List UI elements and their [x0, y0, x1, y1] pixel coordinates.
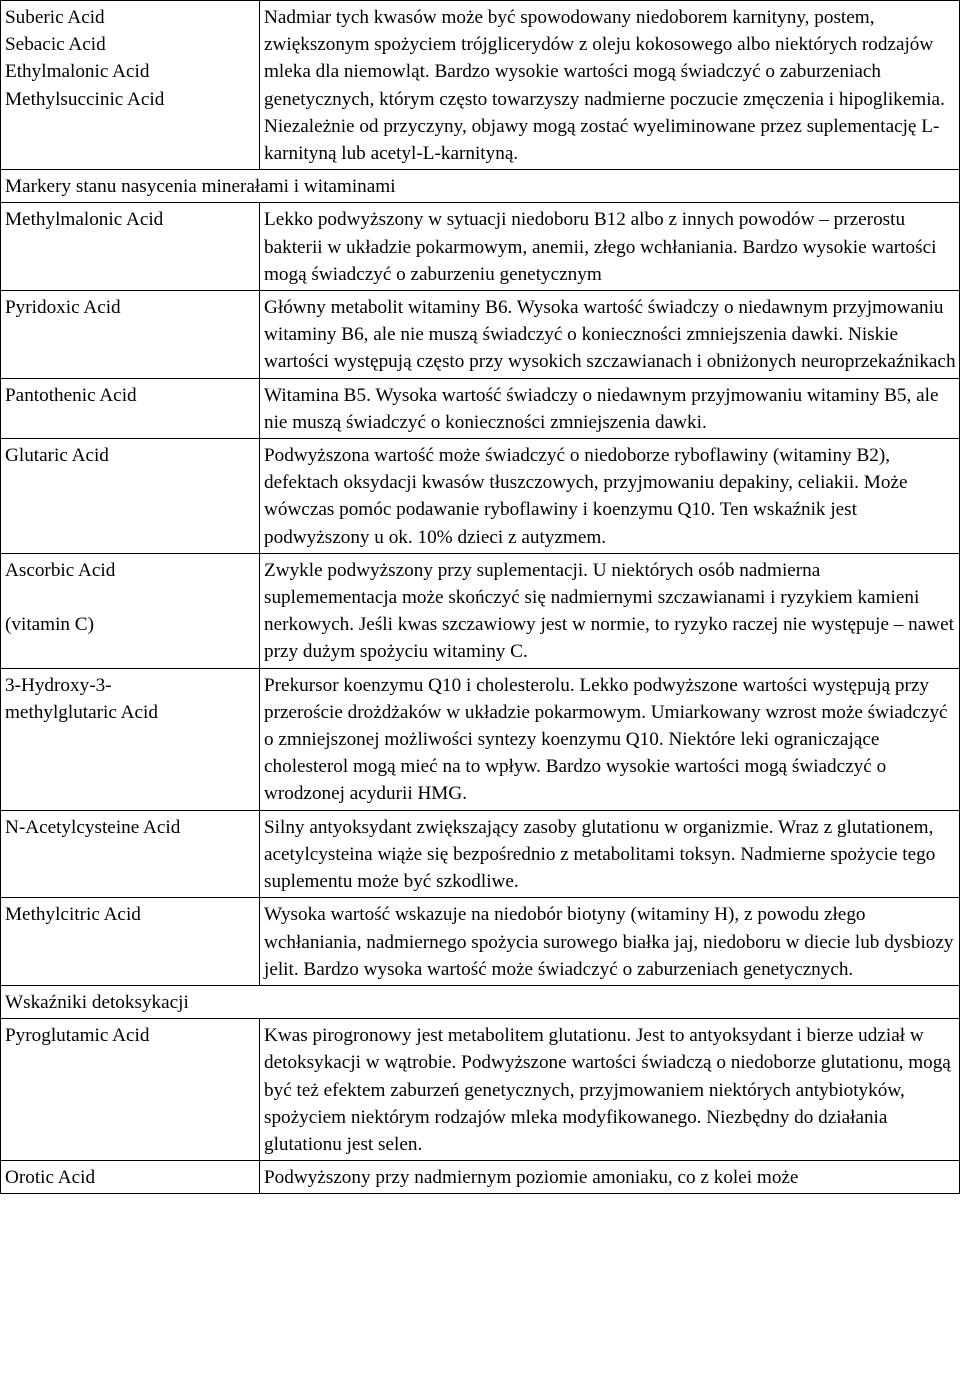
marker-description-hmg: Prekursor koenzymu Q10 i cholesterolu. Lekko podwyższone wartości występują przy przeroście drożdżaków w układzie pokarmowym. Umiarkowany wzrost może świadczyć o zmniejszonej możliwości syntezy koenzymu Q10. Niektóre leki ograniczające cholesterol mogą mieć na to wpływ. Bardzo wysokie wartości mogą świadczyć o wrodzonej acydurii HMG. — [260, 668, 960, 810]
table-row-pyroglutamic — [1, 1019, 960, 1161]
marker-name-methylcitric: Methylcitric Acid — [1, 898, 260, 986]
marker-name-methylsuccinic: Methylsuccinic Acid — [5, 88, 165, 110]
section-heading-detox: Wskaźniki detoksykacji — [1, 985, 960, 1018]
marker-name-orotic: Orotic Acid — [1, 1161, 260, 1194]
marker-description-orotic: Podwyższony przy nadmiernym poziomie amoniaku, co z kolei może — [260, 1161, 960, 1194]
marker-name-suberic: Suberic Acid — [5, 7, 105, 28]
marker-name-pyridoxic: Pyridoxic Acid — [1, 291, 260, 379]
section-header-row — [1, 170, 960, 203]
marker-description-pyroglutamic: Kwas pirogronowy jest metabolitem glutationu. Jest to antyoksydant i bierze udział w detoksykacji w wątrobie. Podwyższone wartości świadczą o niedoborze glutationu, mogą być też efektem zaburzeń genetycznych, przyjmowaniem niektórych antybiotyków, spożyciem niektórym rodzajów mleka modyfikowanego. Niezbędny do działania glutationu jest selen. — [260, 1019, 960, 1161]
table-row-glutaric — [1, 439, 960, 554]
marker-name-pyroglutamic: Pyroglutamic Acid — [1, 1019, 260, 1161]
marker-description-methylmalonic: Lekko podwyższony w sytuacji niedoboru B12 albo z innych powodów – przerostu bakterii w układzie pokarmowym, anemii, złego wchłaniania. Bardzo wysokie wartości mogą świadczyć o zaburzeniu genetycznym — [260, 203, 960, 291]
marker-description-pyridoxic: Główny metabolit witaminy B6. Wysoka wartość świadczy o niedawnym przyjmowaniu witaminy B6, ale nie muszą świadczyć o konieczności zmniejszenia dawki. Niskie wartości występują często przy wysokich szczawianach i obniżonych neuroprzekaźnikach — [260, 291, 960, 379]
marker-name-hmg-line2: methylglutaric Acid — [5, 701, 158, 723]
marker-name-hmg-line1: 3-Hydroxy-3- — [5, 674, 112, 696]
marker-name-ethylmalonic: Ethylmalonic Acid — [5, 61, 150, 83]
marker-name-methylmalonic: Methylmalonic Acid — [1, 203, 260, 291]
table-row-ascorbic — [1, 553, 960, 668]
table-row-hmg — [1, 668, 960, 810]
marker-description-nac: Silny antyoksydant zwiększający zasoby glutationu w organizmie. Wraz z glutationem, acetylcysteina wiąże się bezpośrednio z metabolitami toksyn. Nadmierne spożycie tego suplementu może być szkodliwe. — [260, 810, 960, 898]
marker-name-ascorbic: Ascorbic Acid — [5, 559, 116, 581]
section-heading-minerals-vitamins: Markery stanu nasycenia minerałami i witaminami — [1, 170, 960, 203]
marker-name-nac: N-Acetylcysteine Acid — [1, 810, 260, 898]
marker-description-ascorbic: Zwykle podwyższony przy suplementacji. U niektórych osób nadmierna suplemementacja może skończyć się nadmiernymi szczawianami i ryzykiem kamieni nerkowych. Jeśli kwas szczawiowy jest w normie, to ryzyko raczej nie występuje – nawet przy dużym spożyciu witaminy C. — [260, 553, 960, 668]
table-row-methylcitric — [1, 898, 960, 986]
table-row-methylmalonic — [1, 203, 960, 291]
table-row-nac — [1, 810, 960, 898]
marker-name-glutaric: Glutaric Acid — [1, 439, 260, 554]
marker-description-methylcitric: Wysoka wartość wskazuje na niedobór biotyny (witaminy H), z powodu złego wchłaniania, nadmiernego spożycia surowego białka jaj, niedoboru w diecie lub dysbiozy jelit. Bardzo wysoka wartość może świadczyć o zaburzeniach genetycznych. — [260, 898, 960, 986]
marker-description-glutaric: Podwyższona wartość może świadczyć o niedoborze ryboflawiny (witaminy B2), defektach oksydacji kwasów tłuszczowych, przyjmowaniu depakiny, celiakii. Może wówczas pomóc podawanie ryboflawiny i koenzymu Q10. Ten wskaźnik jest podwyższony u ok. 10% dzieci z autyzmem. — [260, 439, 960, 554]
marker-name-vitamin-c: (vitamin C) — [5, 614, 94, 636]
marker-names-cell-hmg — [1, 668, 260, 810]
marker-names-cell — [1, 1, 260, 170]
table-row-carnitine-markers — [1, 1, 960, 170]
table-row-orotic — [1, 1161, 960, 1194]
marker-description: Nadmiar tych kwasów może być spowodowany niedoborem karnityny, postem, zwiększonym spożyciem trójglicerydów z oleju kokosowego albo niektórych rodzajów mleka dla niemowląt. Bardzo wysokie wartości mogą świadczyć o zaburzeniach genetycznych, którym często towarzyszy nadmierne poczucie zmęczenia i hipoglikemia. Niezależnie od przyczyny, objawy mogą zostać wyeliminowane przez suplementację L-karnityną lub acetyl-L-karnityną. — [260, 1, 960, 170]
marker-description-pantothenic: Witamina B5. Wysoka wartość świadczy o niedawnym przyjmowaniu witaminy B5, ale nie muszą świadczyć o konieczności zmniejszenia dawki. — [260, 378, 960, 438]
marker-name-sebacic: Sebacic Acid — [5, 34, 106, 56]
table-row-pyridoxic — [1, 291, 960, 379]
section-header-row — [1, 985, 960, 1018]
table-row-pantothenic — [1, 378, 960, 438]
marker-names-cell-ascorbic — [1, 553, 260, 668]
marker-name-pantothenic: Pantothenic Acid — [1, 378, 260, 438]
